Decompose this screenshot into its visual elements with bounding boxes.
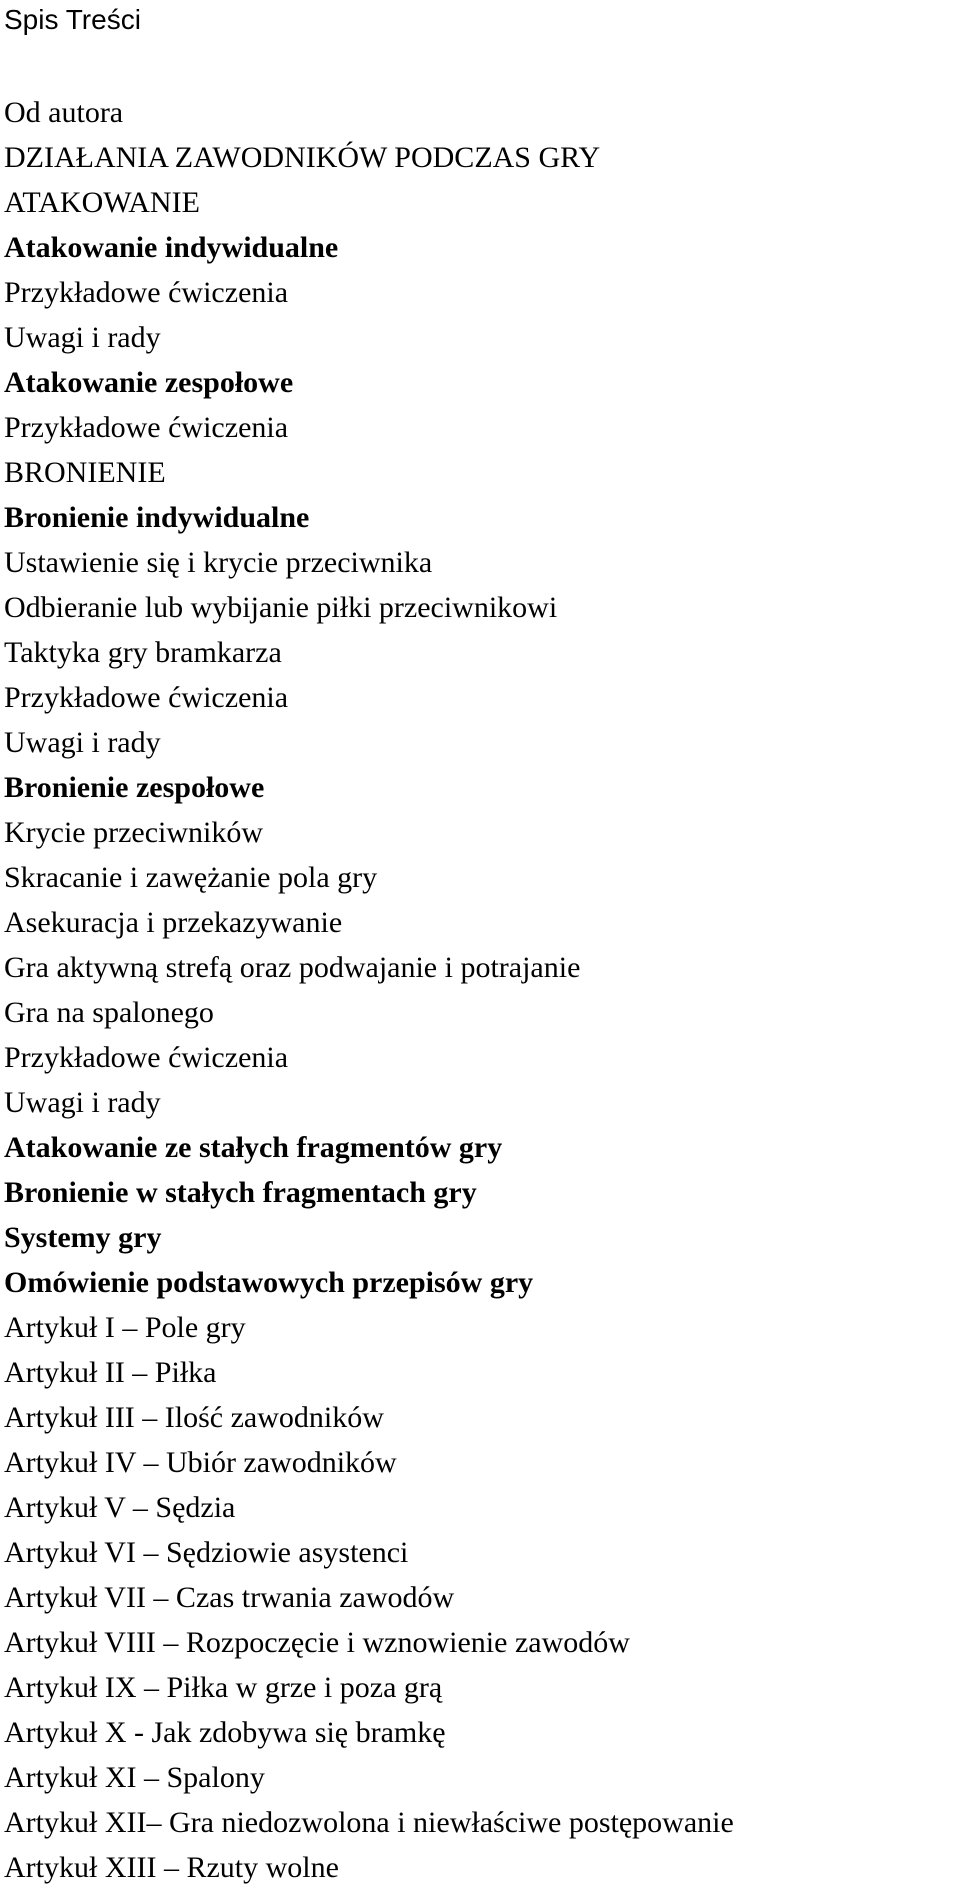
toc-entry: Bronienie indywidualne (4, 501, 310, 534)
toc-entry: Atakowanie zespołowe (4, 366, 294, 399)
toc-entry: Bronienie w stałych fragmentach gry (4, 1176, 477, 1209)
toc-entry: Systemy gry (4, 1221, 162, 1254)
toc-entry: Przykładowe ćwiczenia (4, 681, 289, 714)
toc-entry: ATAKOWANIE (4, 186, 200, 219)
toc-entry: Artykuł I – Pole gry (4, 1311, 246, 1344)
toc-entry: Taktyka gry bramkarza (4, 636, 282, 669)
toc-entry: Artykuł III – Ilość zawodników (4, 1401, 384, 1434)
toc-entry: Bronienie zespołowe (4, 771, 265, 804)
toc-entry: Artykuł VII – Czas trwania zawodów (4, 1581, 455, 1614)
toc-entry: Gra na spalonego (4, 996, 214, 1029)
toc-entry: Odbieranie lub wybijanie piłki przeciwnikowi (4, 591, 558, 624)
toc-entry: Asekuracja i przekazywanie (4, 906, 343, 939)
toc-entry: Przykładowe ćwiczenia (4, 276, 289, 309)
toc-entry: Artykuł X - Jak zdobywa się bramkę (4, 1716, 446, 1749)
toc-entry: BRONIENIE (4, 456, 166, 489)
toc-entry: Artykuł II – Piłka (4, 1356, 217, 1389)
toc-entry: DZIAŁANIA ZAWODNIKÓW PODCZAS GRY (4, 141, 601, 174)
toc-entry: Artykuł XII– Gra niedozwolona i niewłaściwe postępowanie (4, 1806, 734, 1839)
toc-entry: Ustawienie się i krycie przeciwnika (4, 546, 433, 579)
toc-entry: Artykuł XI – Spalony (4, 1761, 265, 1794)
page-title: Spis Treści (4, 4, 141, 35)
toc-entry: Atakowanie indywidualne (4, 231, 339, 264)
toc-entry: Przykładowe ćwiczenia (4, 1041, 289, 1074)
toc-entry: Przykładowe ćwiczenia (4, 411, 289, 444)
toc-entry: Skracanie i zawężanie pola gry (4, 861, 378, 894)
toc-entry: Uwagi i rady (4, 1086, 161, 1119)
toc-entry: Artykuł VI – Sędziowie asystenci (4, 1536, 409, 1569)
toc-entry: Artykuł IV – Ubiór zawodników (4, 1446, 397, 1479)
toc-entry: Artykuł IX – Piłka w grze i poza grą (4, 1671, 443, 1704)
toc-entry: Od autora (4, 96, 124, 129)
toc-entry: Krycie przeciwników (4, 816, 264, 849)
toc-entry: Artykuł XIII – Rzuty wolne (4, 1851, 339, 1884)
toc-entry: Gra aktywną strefą oraz podwajanie i potrajanie (4, 951, 581, 984)
toc-entry: Atakowanie ze stałych fragmentów gry (4, 1131, 503, 1164)
toc-entry: Artykuł VIII – Rozpoczęcie i wznowienie zawodów (4, 1626, 630, 1659)
table-of-contents (4, 90, 734, 1890)
toc-entry: Omówienie podstawowych przepisów gry (4, 1266, 534, 1299)
toc-entry: Artykuł V – Sędzia (4, 1491, 236, 1524)
toc-entry: Uwagi i rady (4, 726, 161, 759)
toc-entry: Uwagi i rady (4, 321, 161, 354)
